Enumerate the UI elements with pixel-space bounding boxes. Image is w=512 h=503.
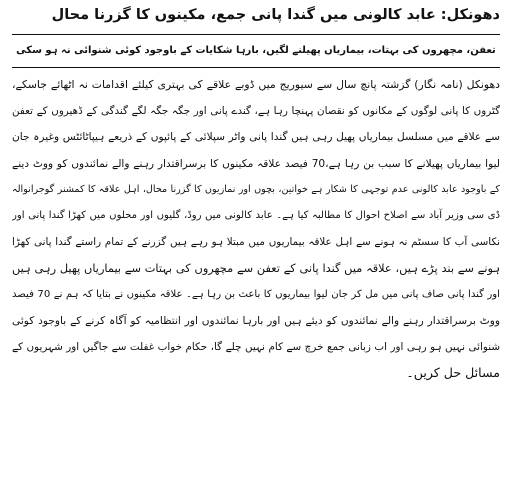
- body-line: مسائل حل کریں۔: [406, 365, 500, 381]
- body-line: ووٹ برسراقتدار رہنے والے نمائندوں کو دیئے ہیں اور بارہا نمائندوں اور انتظامیہ کو آگاہ کرنے کے باوجود کوئی: [12, 314, 500, 327]
- body-line: لیوا بیماریاں پھیلانے کا سبب بن رہا ہے،70 فیصد علاقہ مکینوں کا برسراقتدار رہنے والے نمائندوں کو ووٹ دینے: [12, 157, 500, 170]
- body-line: دھونکل (نامہ نگار) گزشتہ پانچ سال سے سیوریج میں ڈوبے علاقے کی بہتری کیلئے اقدامات نہ اٹھائے جاسکے،: [12, 78, 500, 91]
- body-line: سے علاقے میں مسلسل بیماریاں پھیل رہی ہیں گندا پانی واٹر سپلائی کے پائپوں کے ذریعے ہیپاٹائٹس وغیرہ جان: [12, 131, 500, 144]
- subheadline: تعفن، مچھروں کی بہتات، بیماریاں پھیلنے لگیں، بارہا شکایات کے باوجود کوئی شنوائی نہ ہو سکی: [16, 45, 496, 56]
- body-line: اور گندا پانی صاف پانی میں مل کر جان لیوا بیماریوں کا باعث بن رہا ہے۔ علاقہ مکینوں نے بتایا کہ ہم نے 70 فیصد: [12, 288, 500, 300]
- headline: دھونکل: عابد کالونی میں گندا پانی جمع، مکینوں کا گزرنا محال: [51, 7, 500, 23]
- body-line: شنوائی نہیں ہو رہی اور اب زبانی جمع خرچ سے کام نہیں چلے گا، حکام خواب غفلت سے جاگیں اور شہریوں کے: [12, 340, 500, 353]
- body-line: ہونے سے بند پڑے ہیں، علاقہ میں گندا پانی کے تعفن سے مچھروں کی بہتات سے بیماریاں پھیل رہی ہیں: [12, 261, 500, 276]
- article-body: [12, 72, 500, 386]
- body-line: کے باوجود عابد کالونی عدم توجہی کا شکار ہے خواتین، بچوں اور نمازیوں کا گزرنا محال، اہل علاقہ کا کمشنر گوجرانوالہ: [12, 183, 500, 195]
- body-line: ڈی سی وزیر آباد سے اصلاح احوال کا مطالبہ کیا ہے۔ عابد کالونی میں روڈ، گلیوں اور محلوں میں کھڑا گندا پانی اور: [12, 209, 500, 221]
- body-line: نکاسی آب کا سسٹم نہ ہونے سے اہل علاقہ بیماریوں میں مبتلا ہو رہے ہیں گزرنے کے تمام راستے گندا پانی کھڑا: [12, 236, 500, 249]
- body-line: گٹروں کا پانی لوگوں کے مکانوں کو نقصان پہنچا رہا ہے، گندے پانی اور جگہ جگہ لگے گندگی کے ڈھیروں کے تعفن: [12, 105, 500, 118]
- subheadline-box: [12, 34, 500, 68]
